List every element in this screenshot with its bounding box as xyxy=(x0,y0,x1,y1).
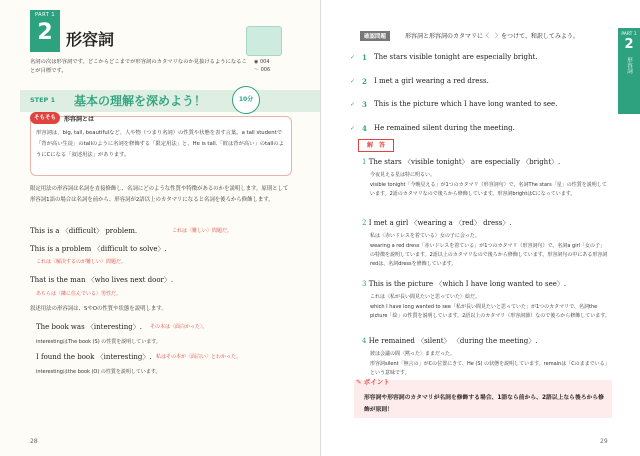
check-icon: ✓ xyxy=(350,125,356,132)
question-sentence: He remained silent during the meeting. xyxy=(374,124,515,132)
chapter-part: PART 1 xyxy=(34,12,56,18)
side-tab-text: 形容詞 xyxy=(626,57,632,74)
intro-text: 名詞の次は形容詞です。どこからどこまでが形容詞のカタマリなのか見抜けるようになることが目標です。 xyxy=(30,59,247,74)
page-number-left: 28 xyxy=(30,438,38,445)
definition-tag: そもそも xyxy=(30,112,60,124)
example-explanation: interestingはThe book (S) の性質を説明しています。 xyxy=(36,339,161,345)
example-sentence: This is a problem 〈difficult to solve〉. xyxy=(30,245,167,253)
step-title: 基本の理解を深めよう！ xyxy=(74,94,207,108)
check-icon: ✓ xyxy=(350,54,356,61)
timer-icon: 10分 xyxy=(232,86,260,114)
audio-tracks: ◉ 004 ～ 006 xyxy=(254,59,271,73)
paragraph-predicative: 叙述用法の形容詞は、SやOの性質や状態を説明します。 xyxy=(30,306,167,312)
step-label: STEP 1 xyxy=(30,96,56,104)
example-explanation: interestingはthe book (O) の性質を説明しています。 xyxy=(36,369,161,375)
thumbnail-image xyxy=(246,26,282,56)
question-number: 2 xyxy=(362,77,367,86)
answer-tag: 解 答 xyxy=(358,139,394,152)
audio-track-start: 004 xyxy=(259,59,270,65)
side-tab-number: 2 xyxy=(624,37,634,52)
quiz-instruction: 形容詞と形容詞のカタマリに〈 〉をつけて、和訳してみよう。 xyxy=(405,33,579,40)
answer-explanation: wearing a red dress「赤いドレスを着ている」が1つのカタマリ（形容詞句）で、名詞a girl「女の子」の特徴を説明しています。2語以上のカタマリなので後ろから修飾しています。形容詞句の中にある形容詞redは、名詞dressを修飾しています。 xyxy=(370,243,608,267)
side-chapter-tab xyxy=(618,28,640,114)
paragraph-attributive: 限定用法の形容詞は名詞を直接修飾し、名詞にどのような性質や特徴があるのかを説明します。原則として形容詞1語の場合は名詞を前から、形容詞が2語以上のカタマリになると名詞を後ろから修飾します。 xyxy=(30,186,289,203)
example-translation: これは〈解決するのが難しい〉問題だ。 xyxy=(36,259,127,265)
example-translation: あちらは〈隣に住んでいる〉男性だ。 xyxy=(36,291,122,297)
answer-explanation: visible tonight「今晩見える」が1つのカタマリ（形容詞句）で、名詞The stars「星」の性質を説明しています。2語のカタマリなので後ろから修飾しています。形容詞brightはCになっています。 xyxy=(370,182,607,197)
example-sentence: I found the book 〈interesting〉. xyxy=(36,353,152,361)
answer-sentence: 4 He remained 〈silent〉 〈during the meeting〉. xyxy=(362,337,538,345)
answer-explanation: 形容詞silent「無言の」がCの位置にきて、He (S) の状態を説明しています。remainは「Cのままでいる」という意味です。 xyxy=(370,361,610,376)
example-sentence: That is the man 〈who lives next door〉. xyxy=(30,276,174,284)
answer-translation: これは〈私が長い間見たいと思っていた〉絵だ。 xyxy=(370,294,481,300)
example-sentence: This is a 〈difficult〉 problem. xyxy=(30,227,138,235)
answer-sentence: 3 This is the picture 〈which I have long wanted to see〉. xyxy=(362,280,567,288)
check-icon: ✓ xyxy=(350,101,356,108)
example-translation: これは〈難しい〉問題だ。 xyxy=(172,228,233,234)
question-number: 4 xyxy=(362,124,367,133)
page-number-right: 29 xyxy=(600,438,608,445)
check-icon: ✓ xyxy=(350,78,356,85)
answer-translation: 私は〈赤いドレスを着ている〉女の子に会った。 xyxy=(370,233,480,239)
question-sentence: I met a girl wearing a red dress. xyxy=(374,77,489,85)
answer-sentence: 2 I met a girl 〈wearing a 〈red〉 dress〉. xyxy=(362,219,512,227)
chapter-number: 2 xyxy=(37,20,53,45)
answer-translation: 彼は会議の間〈黙った〉ままだった。 xyxy=(370,351,456,357)
audio-icon: ◉ 004 xyxy=(254,59,270,65)
example-sentence: The book was 〈interesting〉. xyxy=(36,323,142,331)
answer-translation: 今夜見える星は特に明るい。 xyxy=(370,172,436,178)
chapter-title: 形容詞 xyxy=(66,30,115,49)
answer-explanation: which I have long wanted to see「私が長い間見たいと思っていた」が1つのカタマリで、名詞the picture「絵」の性質を説明しています。2語以上のカタマリ（形容詞節）なので後ろから修飾しています。 xyxy=(370,304,610,319)
point-body: 形容詞や形容詞のカタマリが名詞を修飾する場合、1語なら前から、2語以上なら後ろから修飾が原則！ xyxy=(364,395,604,413)
lightbulb-icon: ✎ xyxy=(356,378,362,386)
question-sentence: This is the picture which I have long wanted to see. xyxy=(374,100,558,108)
example-translation: 私はその本が〈面白い〉とわかった。 xyxy=(156,354,242,360)
question-number: 3 xyxy=(362,100,367,109)
answer-sentence: 1 The stars 〈visible tonight〉 are especially 〈bright〉. xyxy=(362,158,561,166)
chapter-badge xyxy=(30,10,60,52)
audio-track-end: 006 xyxy=(260,67,271,73)
definition-body: 形容詞は、big, tall, beautifulなど、人や物（つまり名詞）の性質や状態を表す言葉。a tall studentで「背が高い生徒」のtallのように名詞を修飾する「限定用法」と、He is tall.「彼は背が高い」のtallのようにCになる「叙述用法」があります。 xyxy=(36,130,284,158)
question-sentence: The stars visible tonight are especially bright. xyxy=(374,53,538,61)
example-translation: その本は〈面白かった〉。 xyxy=(150,324,208,330)
question-number: 1 xyxy=(362,53,367,62)
side-tab-part: PART 1 xyxy=(621,32,637,37)
definition-heading: 形容詞とは xyxy=(64,116,95,123)
quiz-tag: 確認問題 xyxy=(360,31,390,41)
point-tag: ✎ ポイント xyxy=(356,378,390,386)
